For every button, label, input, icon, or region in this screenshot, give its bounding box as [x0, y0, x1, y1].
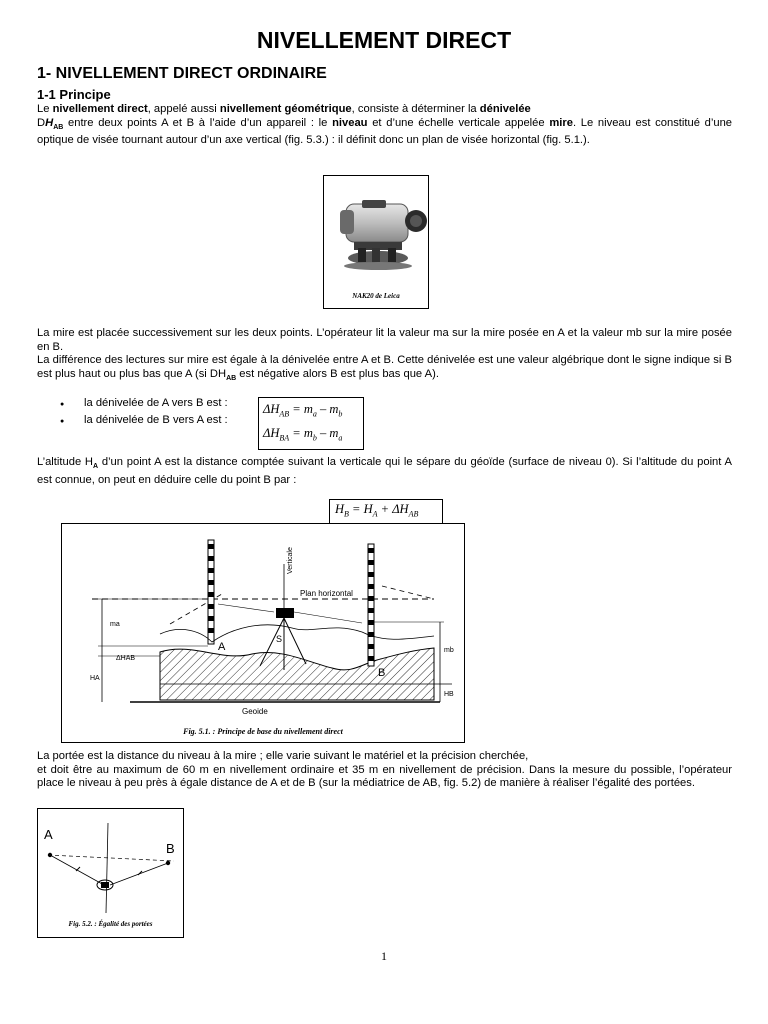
term-niveau: niveau — [332, 116, 368, 129]
term-mire: mire — [549, 116, 573, 129]
text-run: d’un point A est la distance comptée suivant la verticale qui le sépare du géoïde (surface de niveau 0). Si l’altitude du point A est connue, on peut en déduire celle du point B par : — [37, 456, 732, 486]
text-run: est négative alors B est plus bas que A). — [236, 367, 439, 380]
text-run: entre deux points A et B à l’aide d’un appareil : le — [63, 116, 333, 129]
label-verticale: Verticale — [287, 547, 294, 574]
label-station: S — [276, 634, 283, 644]
figure-5-2-caption: Fig. 5.2. : Égalité des portées — [68, 920, 153, 928]
bullet-dot: ● — [60, 418, 65, 425]
label-point-a: A — [44, 827, 53, 842]
formula-ba: $\Delta H_{BA} = m_b - m_a$ — [263, 425, 343, 442]
section-heading-1: 1- NIVELLEMENT DIRECT ORDINAIRE — [37, 65, 327, 82]
formula-box-denivelees — [258, 397, 364, 450]
page-title: NIVELLEMENT DIRECT — [256, 27, 512, 53]
subscript-ab: AB — [226, 375, 237, 383]
text-mire: La mire est placée successivement sur les deux points. L’opérateur lit la valeur ma sur la mire posée en A et la valeur mb sur la mire posée en B. — [37, 327, 732, 353]
label-geoide: Geoide — [242, 707, 268, 716]
text-run: et d’une échelle verticale appelée — [367, 116, 550, 129]
equal-spans-diagram — [38, 809, 183, 937]
figure-5-1 — [61, 523, 465, 743]
bullet-text-ba: la dénivelée de B vers A est : — [84, 414, 228, 426]
formula-hb: $H_B = H_A + \Delta H_{AB}$ — [329, 499, 443, 525]
label-point-b: B — [166, 841, 175, 856]
section-heading-1-1: 1-1 Principe — [37, 87, 111, 102]
figure-5-2 — [37, 808, 184, 938]
label-plan-horizontal: Plan horizontal — [300, 589, 353, 598]
term-nivellement-geometrique: nivellement géométrique — [219, 103, 352, 115]
label-ha: HA — [90, 675, 100, 682]
symbol-h: H — [45, 116, 54, 129]
label-hb: HB — [444, 691, 454, 698]
level-instrument-image — [324, 176, 428, 308]
text-run: . Le niveau est constitué d’une optique de visée tournant autour d’un axe vertical (fig. 5.3.) : il définit donc un plan de visée horizontal (fig. 5.1.). — [37, 116, 733, 147]
instrument-figure — [323, 175, 429, 309]
text-run: , consiste à déterminer la — [351, 103, 480, 115]
text-run: Le — [37, 103, 53, 115]
label-dh-ab: ΔHAB — [116, 655, 136, 662]
paragraph-principe — [37, 103, 732, 148]
bullet-text-ab: la dénivelée de A vers B est : — [84, 397, 228, 409]
text-run: D — [37, 116, 46, 129]
text-run: La différence des lectures sur mire est égale à la dénivelée entre A et B. Cette dénivelée est une valeur algébrique dont le signe indique si B est plus haut ou plus bas que A (si DH — [37, 354, 732, 380]
paragraph-mire — [37, 327, 732, 386]
formula-ab: $\Delta H_{AB} = m_a - m_b$ — [263, 402, 343, 419]
subscript-a: A — [93, 463, 99, 471]
text-portee-1: La portée est la distance du niveau à la mire ; elle varie suivant le matériel et la précision cherchée, — [37, 750, 529, 762]
figure-5-1-caption: Fig. 5.1. : Principe de base du nivellement direct — [183, 727, 343, 736]
text-portee-2: et doit être au maximum de 60 m en nivellement ordinaire et 35 m en nivellement de précision. Dans la mesure du possible, l’opérateur place le niveau à peu près à égale distance de A et de B (sur la médiatrice de AB, fig. 5.2) de manière à réaliser l’égalité des portées. — [37, 763, 732, 790]
label-mb: mb — [444, 647, 454, 654]
levelling-principle-diagram — [62, 524, 464, 742]
text-run: L’altitude H — [37, 456, 94, 468]
term-nivellement-direct: nivellement direct — [52, 103, 148, 115]
label-ma: ma — [110, 621, 120, 628]
instrument-caption: NAK20 de Leica — [352, 292, 400, 300]
paragraph-altitude — [37, 456, 732, 487]
text-run: , appelé aussi — [147, 103, 220, 115]
term-denivelee: dénivelée — [479, 103, 531, 115]
bullet-dot: ● — [60, 401, 65, 408]
label-point-b: B — [378, 667, 386, 679]
label-point-a: A — [218, 641, 226, 653]
paragraph-portee — [37, 750, 732, 791]
subscript-ab: AB — [53, 123, 64, 131]
page-number: 1 — [381, 949, 387, 963]
